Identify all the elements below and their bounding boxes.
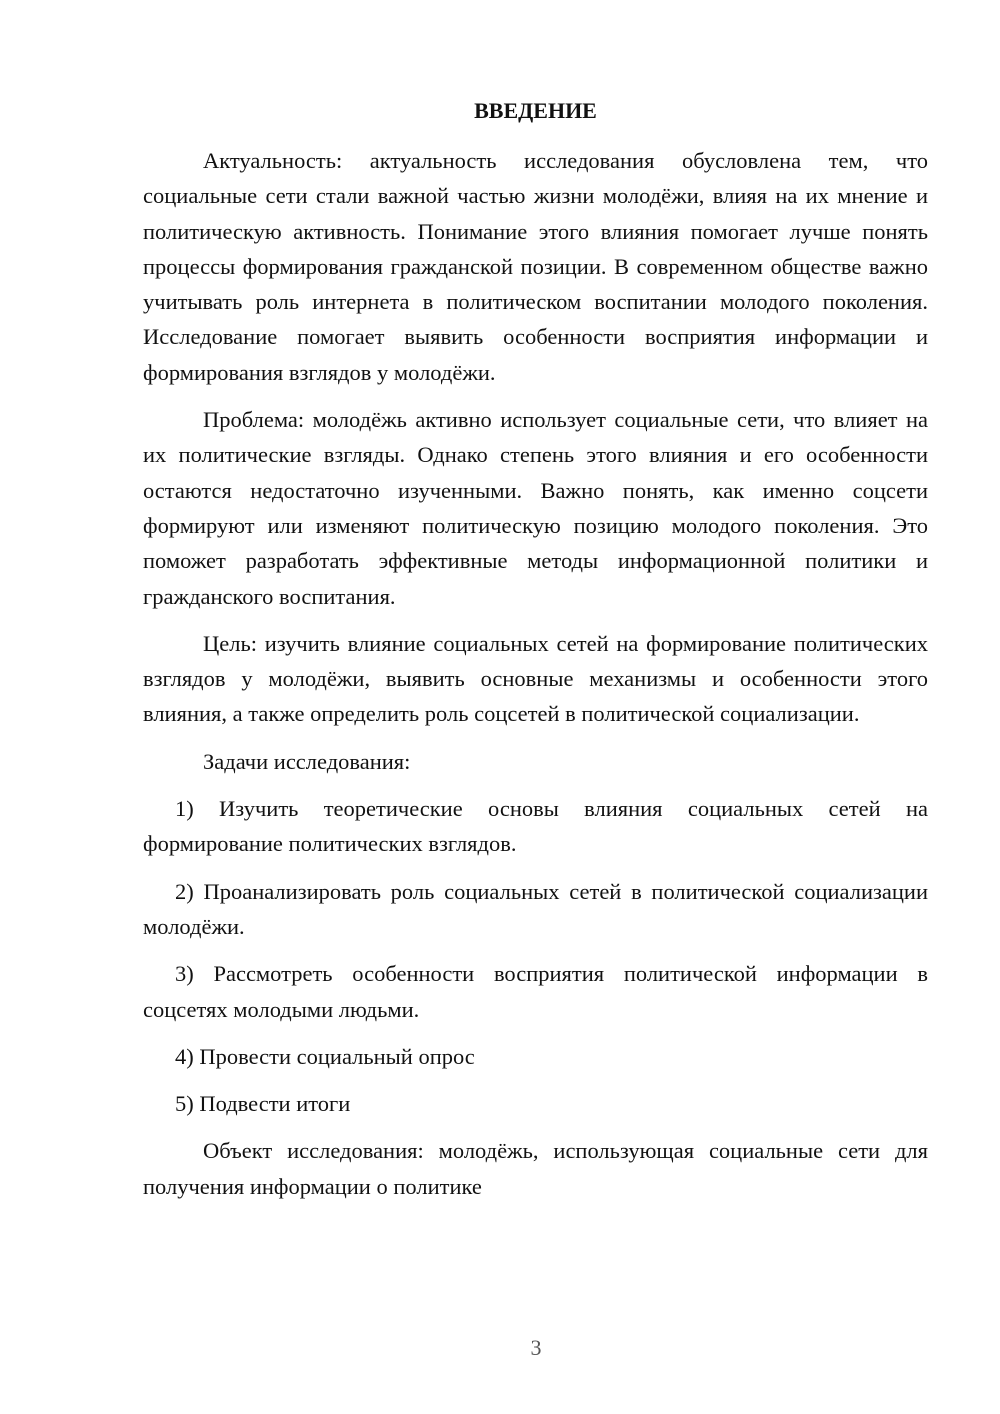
document-body: [143, 143, 928, 1216]
paragraph-object: Объект исследования: молодёжь, использующая социальные сети для получения информации о политике: [143, 1138, 928, 1199]
paragraph-relevance: Актуальность: актуальность исследования обусловлена тем, что социальные сети стали важной частью жизни молодёжи, влияя на их мнение и политическую активность. Понимание этого влияния помогает лучше понять процессы формирования гражданской позиции. В современном обществе важно учитывать роль интернета в политическом воспитании молодого поколения. Исследование помогает выявить особенности восприятия информации и формирования взглядов у молодёжи.: [143, 148, 928, 385]
paragraph-goal: Цель: изучить влияние социальных сетей на формирование политических взглядов у молодёжи, выявить основные механизмы и особенности этого влияния, а также определить роль соцсетей в политической социализации.: [143, 630, 928, 727]
tasks-heading: Задачи исследования:: [203, 748, 411, 774]
task-item-5: 5) Подвести итоги: [175, 1091, 351, 1117]
task-item-4: 4) Провести социальный опрос: [175, 1043, 475, 1069]
page-number: 3: [530, 1335, 542, 1360]
paragraph-problem: Проблема: молодёжь активно использует социальные сети, что влияет на их политические взгляды. Однако степень этого влияния и его особенности остаются недостаточно изученными. Важно понять, как именно соцсети формируют или изменяют политическую позицию молодого поколения. Это поможет разработать эффективные методы информационной политики и гражданского воспитания.: [143, 407, 928, 609]
task-item-2: 2) Проанализировать роль социальных сетей в политической социализации молодёжи.: [143, 878, 928, 939]
task-item-3: 3) Рассмотреть особенности восприятия политической информации в соцсетях молодыми людьми.: [143, 961, 928, 1022]
task-item-1: 1) Изучить теоретические основы влияния социальных сетей на формирование политических взглядов.: [143, 796, 928, 857]
page-title: ВВЕДЕНИЕ: [474, 98, 597, 123]
